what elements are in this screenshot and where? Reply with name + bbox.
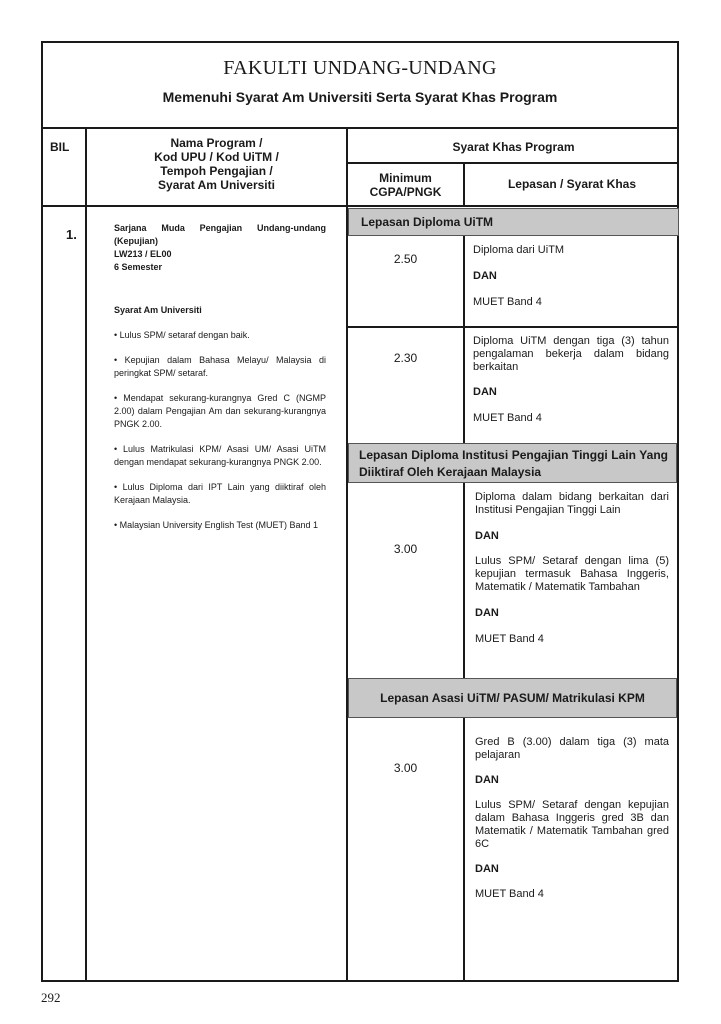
dan-label: DAN xyxy=(475,863,499,875)
column-header-divider xyxy=(41,205,679,207)
requirement-line: MUET Band 4 xyxy=(475,888,544,900)
syarat-am-item: • Lulus Diploma dari IPT Lain yang diiktiraf oleh Kerajaan Malaysia. xyxy=(114,482,326,505)
program-duration: 6 Semester xyxy=(114,262,163,272)
program-header xyxy=(87,136,346,192)
requirement-line: Gred B (3.00) dalam tiga (3) mata pelajaran xyxy=(475,736,669,761)
program-header-line: Tempoh Pengajian / xyxy=(160,164,273,178)
dan-label: DAN xyxy=(473,270,497,282)
row-divider xyxy=(346,326,679,328)
syarat-khas-divider xyxy=(346,162,679,164)
dan-label: DAN xyxy=(475,607,499,619)
requirement-line: Diploma dalam bidang berkaitan dari Institusi Pengajian Tinggi Lain xyxy=(475,491,669,516)
page-subtitle: Memenuhi Syarat Am Universiti Serta Syarat Khas Program xyxy=(162,89,558,105)
requirement-cell xyxy=(473,335,669,425)
syarat-am-item: • Mendapat sekurang-kurangnya Gred C (NGMP 2.00) dalam Pengajian Am dan sekurang-kurangnya PNGK 2.00. xyxy=(114,393,326,429)
requirement-cell xyxy=(475,736,669,901)
section-heading-diploma-ipt-lain: Lepasan Diploma Institusi Pengajian Tinggi Lain Yang Diiktiraf Oleh Kerajaan Malaysia xyxy=(348,443,677,483)
section-heading-diploma-uitm: Lepasan Diploma UiTM xyxy=(348,208,679,236)
requirement-line: Lulus SPM/ Setaraf dengan lima (5) kepujian termasuk Bahasa Inggeris, Matematik / Matematik Tambahan xyxy=(475,555,669,593)
cgpa-value: 2.50 xyxy=(393,252,418,266)
requirement-line: MUET Band 4 xyxy=(475,633,544,645)
syarat-am-item: • Lulus Matrikulasi KPM/ Asasi UM/ Asasi UiTM dengan mendapat sekurang-kurangnya PNGK 2.00. xyxy=(114,444,326,467)
section-heading-asasi: Lepasan Asasi UiTM/ PASUM/ Matrikulasi KPM xyxy=(348,678,677,718)
minimum-header-line: CGPA/PNGK xyxy=(369,185,442,199)
requirement-line: Diploma UiTM dengan tiga (3) tahun pengalaman bekerja dalam bidang berkaitan xyxy=(473,335,669,373)
page-number: 292 xyxy=(41,990,61,1005)
program-header-line: Nama Program / xyxy=(170,136,263,150)
syarat-am-item: • Kepujian dalam Bahasa Melayu/ Malaysia di peringkat SPM/ setaraf. xyxy=(114,355,326,378)
syarat-am-title: Syarat Am Universiti xyxy=(114,305,202,315)
program-header-line: Kod UPU / Kod UiTM / xyxy=(154,150,279,164)
program-header-line: Syarat Am Universiti xyxy=(158,178,275,192)
program-code: LW213 / EL00 xyxy=(114,249,172,259)
requirement-line: MUET Band 4 xyxy=(473,296,542,308)
dan-label: DAN xyxy=(475,530,499,542)
page-title: FAKULTI UNDANG-UNDANG xyxy=(223,57,497,79)
cgpa-value: 2.30 xyxy=(393,351,418,365)
requirement-line: Diploma dari UiTM xyxy=(473,244,565,256)
requirement-line: MUET Band 4 xyxy=(473,412,542,424)
requirement-cell xyxy=(473,244,669,309)
lepasan-header: Lepasan / Syarat Khas xyxy=(507,177,637,191)
requirement-line: Lulus SPM/ Setaraf dengan kepujian dalam Bahasa Inggeris gred 3B dan Matematik / Matematik Tambahan gred 6C xyxy=(475,799,669,850)
program-description xyxy=(114,222,326,532)
section2-divider xyxy=(463,483,465,678)
requirement-cell xyxy=(475,491,669,646)
header-divider xyxy=(41,127,679,129)
bil-divider xyxy=(85,127,87,982)
minimum-header-line: Minimum xyxy=(379,171,432,185)
syarat-khas-header: Syarat Khas Program xyxy=(452,140,575,154)
minimum-header xyxy=(348,171,463,199)
dan-label: DAN xyxy=(475,774,499,786)
syarat-am-item: • Malaysian University English Test (MUET) Band 1 xyxy=(114,520,319,530)
dan-label: DAN xyxy=(473,386,497,398)
cgpa-value: 3.00 xyxy=(393,542,418,556)
section3-divider xyxy=(463,718,465,982)
cgpa-value: 3.00 xyxy=(393,761,418,775)
section1-divider xyxy=(463,236,465,443)
row-number: 1. xyxy=(66,227,77,242)
syarat-am-item: • Lulus SPM/ setaraf dengan baik. xyxy=(114,330,250,340)
bil-header: BIL xyxy=(50,140,70,154)
program-name: Sarjana Muda Pengajian Undang-undang (Kepujian) xyxy=(114,223,326,246)
